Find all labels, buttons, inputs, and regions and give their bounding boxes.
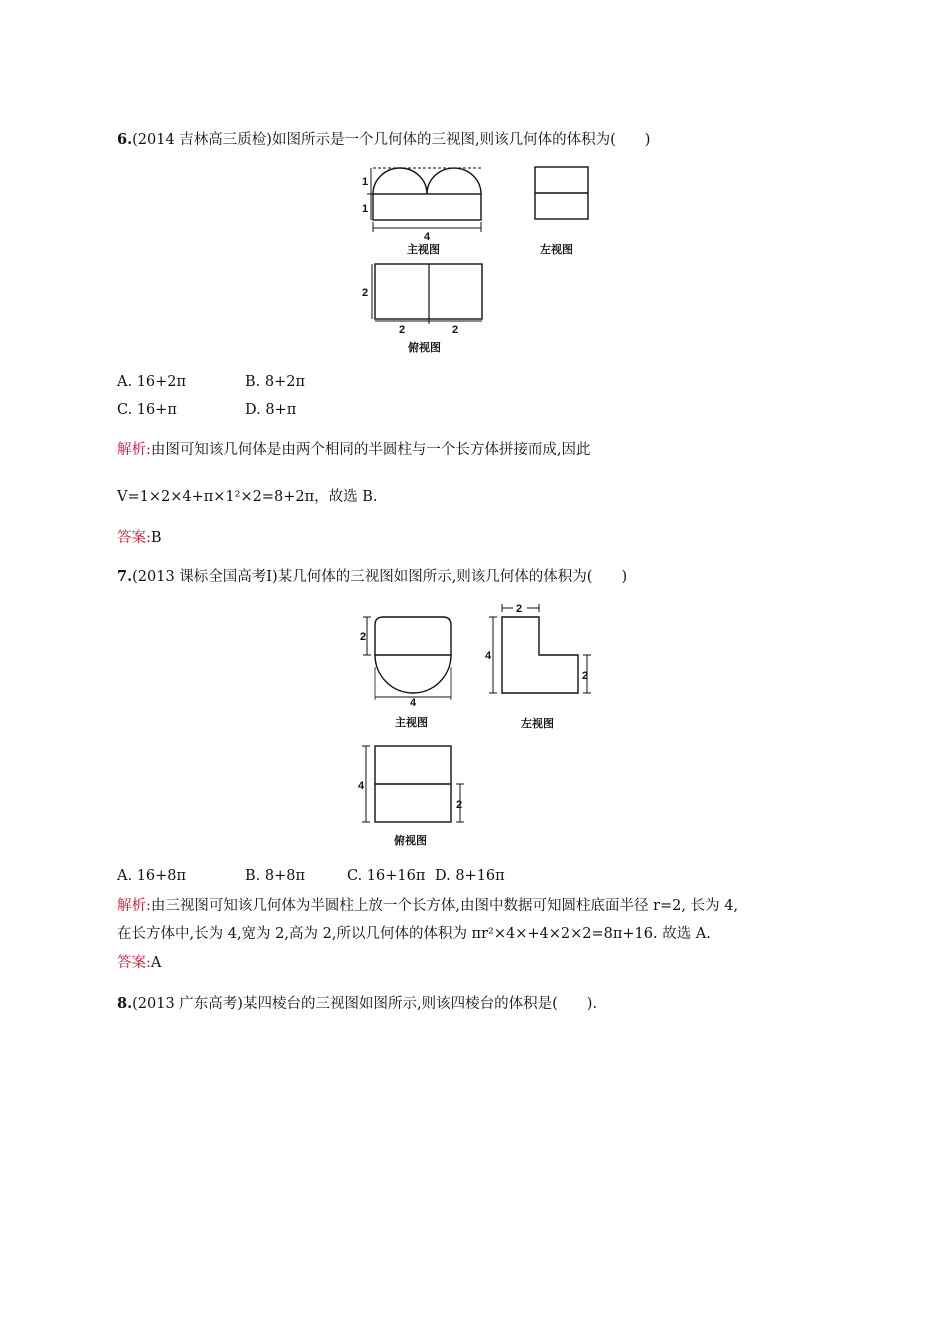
q6-dim-t2b: 2 xyxy=(452,324,459,336)
q6-label-front: 主视图 xyxy=(407,244,440,256)
q7-source: (2013 课标全国高考Ⅰ) xyxy=(132,569,278,585)
q7-front-view xyxy=(350,605,470,735)
q8-source: (2013 广东高考) xyxy=(132,996,243,1012)
q7-label-left: 左视图 xyxy=(521,718,554,730)
q6-analysis xyxy=(117,440,591,460)
q7-analysis-line1: 由三视图可知该几何体为半圆柱上放一个长方体,由图中数据可知圆柱底面半径 r=2, 长为 4, xyxy=(150,898,739,914)
q6-analysis-line1: 由图可知该几何体是由两个相同的半圆柱与一个长方体拼接而成,因此 xyxy=(150,442,591,458)
q7-dim-t2: 2 xyxy=(456,799,463,811)
q6-stem xyxy=(117,130,650,150)
q6-question: 如图所示是一个几何体的三视图,则该几何体的体积为( ) xyxy=(271,132,651,148)
q6-dim-h2: 1 xyxy=(362,203,369,215)
q6-source: (2014 吉林高三质检) xyxy=(132,132,272,148)
q7-dim-l4: 4 xyxy=(485,650,492,662)
q7-option-a: A. 16+8π xyxy=(117,868,187,884)
q6-option-a: A. 16+2π xyxy=(117,374,187,390)
q6-answer xyxy=(117,528,162,548)
q7-dim-l2: 2 xyxy=(582,670,589,682)
q7-option-b: B. 8+8π xyxy=(245,868,306,884)
q8-question: 某四棱台的三视图如图所示,则该四棱台的体积是( ). xyxy=(242,996,597,1012)
q7-dim-f2: 2 xyxy=(360,631,367,643)
q7-stem xyxy=(117,567,627,587)
q7-number: 7. xyxy=(117,568,133,585)
q6-top-view xyxy=(355,258,495,358)
q6-label-left: 左视图 xyxy=(540,244,573,256)
q7-top-view xyxy=(350,740,480,850)
q6-answer-value: B xyxy=(150,530,162,546)
q7-label-top: 俯视图 xyxy=(394,835,427,847)
q6-dim-t2a: 2 xyxy=(399,324,406,336)
q7-option-c: C. 16+16π xyxy=(347,868,426,884)
q7-answer-label: 答案: xyxy=(117,955,151,971)
q6-number: 6. xyxy=(117,131,133,148)
q6-option-d: D. 8+π xyxy=(245,402,297,418)
q6-dim-w4: 4 xyxy=(424,231,431,243)
q7-analysis xyxy=(117,896,738,916)
q6-dim-d2: 2 xyxy=(362,287,369,299)
q7-question: 某几何体的三视图如图所示,则该几何体的体积为( ) xyxy=(277,569,628,585)
q6-answer-label: 答案: xyxy=(117,530,151,546)
q6-option-b: B. 8+2π xyxy=(245,374,306,390)
q7-left-view xyxy=(483,600,603,735)
q6-front-view xyxy=(355,160,495,260)
q6-option-c: C. 16+π xyxy=(117,402,177,418)
q7-dim-l2top: 2 xyxy=(516,603,523,615)
q7-dim-t4: 4 xyxy=(358,780,365,792)
q7-option-d: D. 8+16π xyxy=(435,868,505,884)
q6-left-view xyxy=(525,160,605,260)
q6-analysis-label: 解析: xyxy=(117,442,151,458)
q7-label-front: 主视图 xyxy=(395,717,428,729)
q7-answer-value: A xyxy=(150,955,162,971)
q7-analysis-line2: 在长方体中,长为 4,宽为 2,高为 2,所以几何体的体积为 πr²×4×+4×2×2=8π+16. 故选 A. xyxy=(117,926,711,942)
q6-dim-h1: 1 xyxy=(362,176,369,188)
q7-answer xyxy=(117,953,161,973)
q7-dim-f4: 4 xyxy=(410,697,417,709)
q8-stem xyxy=(117,994,597,1014)
q7-analysis-label: 解析: xyxy=(117,898,151,914)
q6-label-top: 俯视图 xyxy=(408,342,441,354)
q8-number: 8. xyxy=(117,995,133,1012)
q6-analysis-line2: V=1×2×4+π×1²×2=8+2π，故选 B. xyxy=(117,489,378,505)
